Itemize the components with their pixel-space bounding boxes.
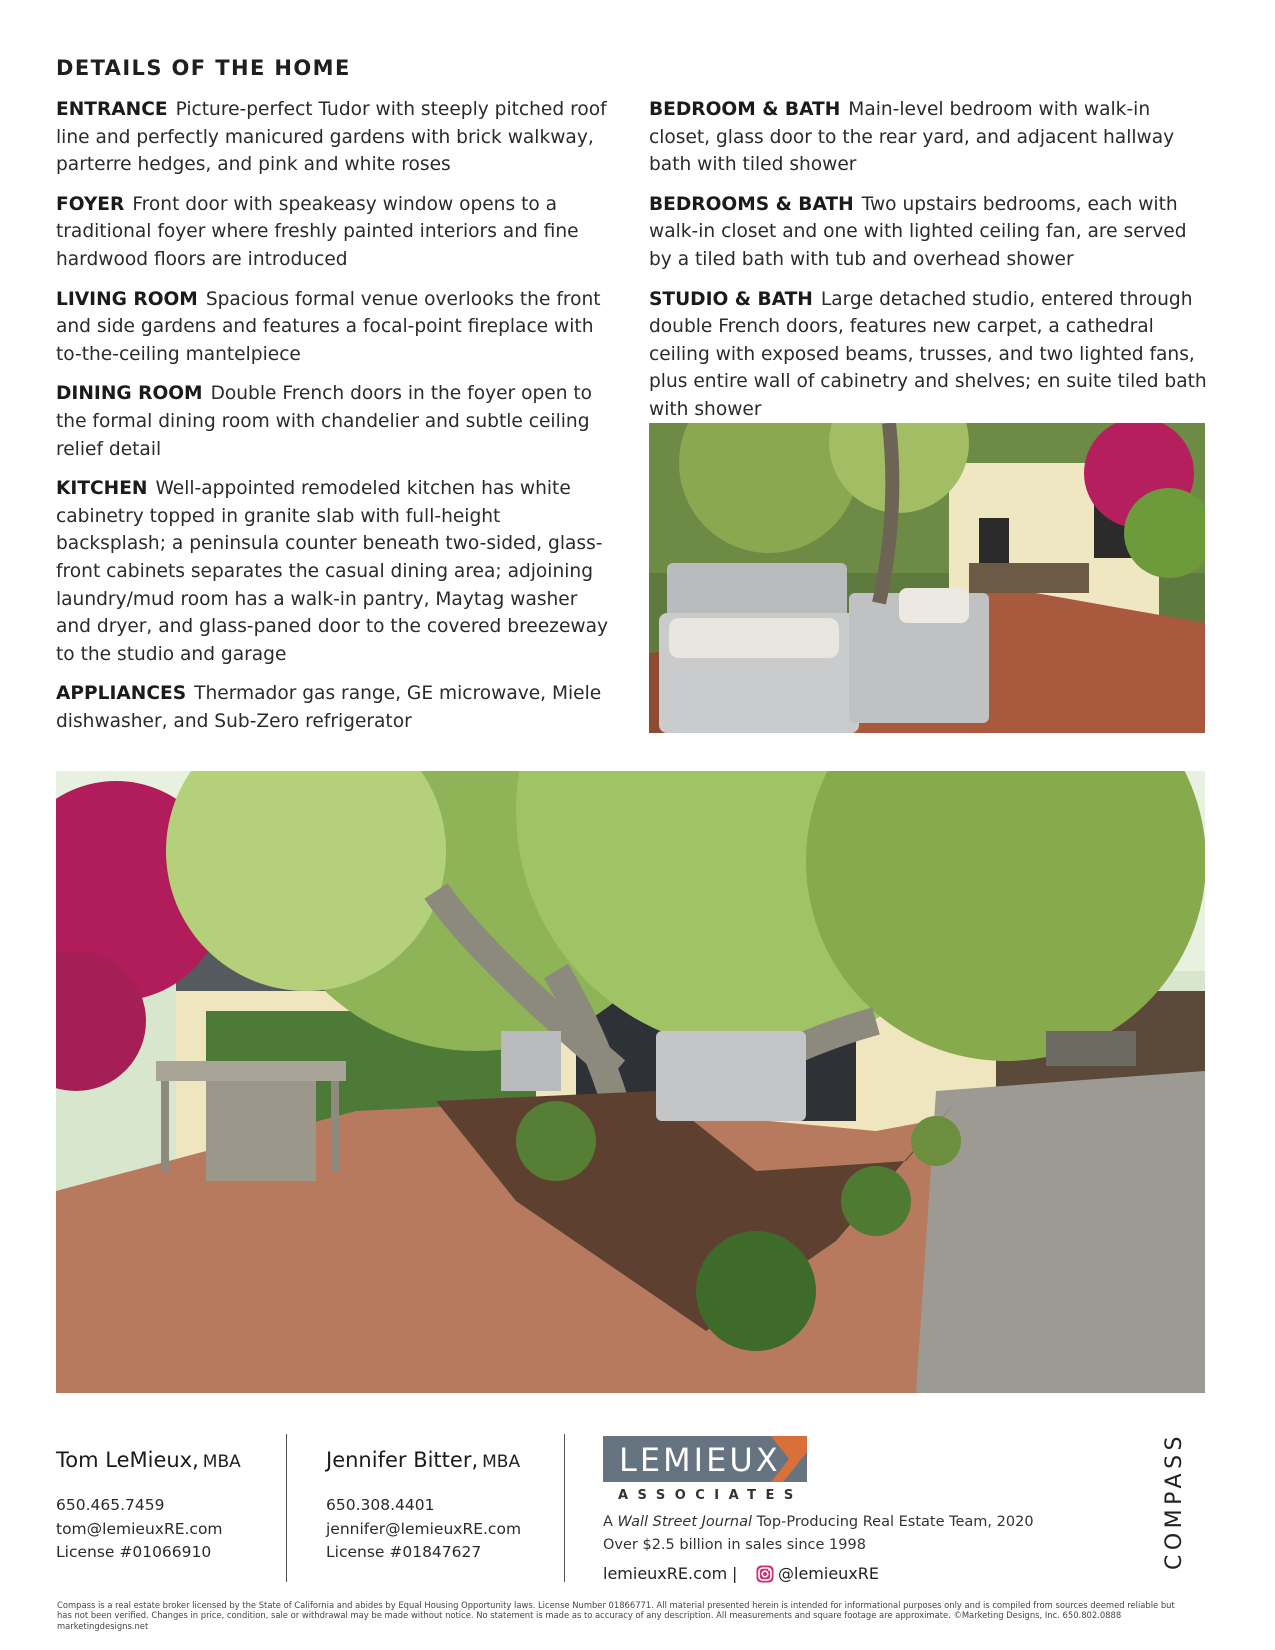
tagline-suffix: Top-Producing Real Estate Team, 2020: [752, 1514, 1034, 1530]
detail-label: APPLIANCES: [56, 683, 187, 705]
lemieux-logo: [603, 1436, 807, 1482]
agent-credential: MBA: [482, 1452, 521, 1472]
detail-label: KITCHEN: [56, 478, 148, 500]
instagram-handle[interactable]: @lemieuxRE: [778, 1564, 879, 1583]
detail-text: Front door with speakeasy window opens to a traditional foyer where freshly painted interiors and fine hardwood floors are introduced: [56, 193, 579, 270]
agent-contact: [326, 1494, 521, 1565]
detail-text: Two upstairs bedrooms, each with walk-in closet and one with lighted ceiling fan, are served by a tiled bath with tub and overhead shower: [649, 193, 1187, 270]
detail-text: Picture-perfect Tudor with steeply pitched roof line and perfectly manicured gardens with brick walkway, parterre hedges, and pink and white roses: [56, 99, 607, 176]
detail-kitchen: [56, 475, 612, 668]
tagline-prefix: A: [603, 1514, 618, 1530]
detail-studio-bath: [649, 286, 1209, 424]
detail-text: Well-appointed remodeled kitchen has white cabinetry topped in granite slab with full-height backsplash; a peninsula counter beneath two-sided, glass-front cabinets separates the casual dining area; adjoining laundry/mud room has a walk-in pantry, Maytag washer and dryer, and glass-paned door to the covered breezeway to the studio and garage: [56, 478, 608, 665]
legal-disclaimer: Compass is a real estate broker licensed by the State of California and abides by Equal Housing Opportunity laws. License Number 01866771. All material presented herein is intended for informational purposes only and is compiled from sources deemed reliable but has not been verified. Changes in price, condition, sale or withdrawal may be made without notice. No statement is made as to accuracy of any description. All measurements and square footage are approximate. ©Marketing Designs, Inc. 650.802.0888 marketingdesigns.net: [57, 1600, 1175, 1631]
agent-contact: [56, 1494, 241, 1565]
detail-label: ENTRANCE: [56, 99, 168, 120]
page-heading: DETAILS OF THE HOME: [56, 56, 351, 80]
detail-bedrooms-bath: [649, 191, 1209, 274]
detail-label: FOYER: [56, 193, 125, 215]
detail-text: Main-level bedroom with walk-in closet, glass door to the rear yard, and adjacent hallway bath with tiled shower: [649, 99, 1175, 176]
tagline-publication: Wall Street Journal: [617, 1514, 753, 1530]
agent-license: License #01066910: [56, 1543, 212, 1561]
detail-label: BEDROOM & BATH: [649, 99, 841, 120]
agent-email[interactable]: jennifer@lemieuxRE.com: [326, 1519, 522, 1538]
agent-name-row: [56, 1448, 241, 1472]
agent-phone[interactable]: 650.465.7459: [56, 1496, 165, 1514]
detail-text: Double French doors in the foyer open to the formal dining room with chandelier and subtle ceiling relief detail: [56, 383, 593, 460]
detail-entrance: [56, 96, 612, 179]
compass-logo: COMPASS: [1162, 1432, 1187, 1570]
instagram-icon[interactable]: [756, 1565, 774, 1583]
detail-text: Thermador gas range, GE microwave, Miele dishwasher, and Sub-Zero refrigerator: [56, 683, 602, 732]
agent-card-tom: [56, 1448, 241, 1565]
detail-label: BEDROOMS & BATH: [649, 193, 854, 215]
agent-name-row: [326, 1448, 521, 1472]
agent-phone[interactable]: 650.308.4401: [326, 1496, 435, 1514]
detail-label: LIVING ROOM: [56, 288, 198, 310]
agent-name: Jennifer Bitter,: [326, 1448, 479, 1472]
website-link[interactable]: lemieuxRE.com: [603, 1564, 728, 1583]
logo-text: LEMIEUX: [619, 1441, 781, 1479]
logo-subtitle: ASSOCIATES: [618, 1488, 803, 1503]
agent-email[interactable]: tom@lemieuxRE.com: [56, 1519, 223, 1538]
detail-text: Spacious formal venue overlooks the front and side gardens and features a focal-point fireplace with to-the-ceiling mantelpiece: [56, 288, 601, 365]
patio-lounge-photo: [649, 423, 1205, 733]
link-separator: |: [732, 1564, 738, 1583]
agent-card-jennifer: [326, 1448, 521, 1565]
courtyard-photo: [56, 771, 1205, 1393]
detail-label: STUDIO & BATH: [649, 288, 813, 310]
brand-tagline: [603, 1514, 1034, 1530]
detail-label: DINING ROOM: [56, 383, 203, 405]
logo-accent-icon: [767, 1436, 807, 1482]
agent-license: License #01847627: [326, 1543, 482, 1561]
brand-divider: [564, 1434, 565, 1582]
detail-living-room: [56, 286, 612, 369]
detail-bedroom-bath: [649, 96, 1209, 179]
details-right-column: [649, 96, 1209, 436]
detail-appliances: [56, 680, 612, 735]
detail-foyer: [56, 191, 612, 274]
details-left-column: [56, 96, 612, 747]
brand-sales-line: Over $2.5 billion in sales since 1998: [603, 1537, 866, 1553]
agent-name: Tom LeMieux,: [56, 1448, 199, 1472]
agent-divider: [286, 1434, 287, 1582]
detail-dining-room: [56, 380, 612, 463]
detail-text: Large detached studio, entered through double French doors, features new carpet, a cathedral ceiling with exposed beams, trusses, and two lighted fans, plus entire wall of cabinetry and shelves; en suite tiled bath with shower: [649, 288, 1207, 420]
agent-credential: MBA: [202, 1452, 241, 1472]
